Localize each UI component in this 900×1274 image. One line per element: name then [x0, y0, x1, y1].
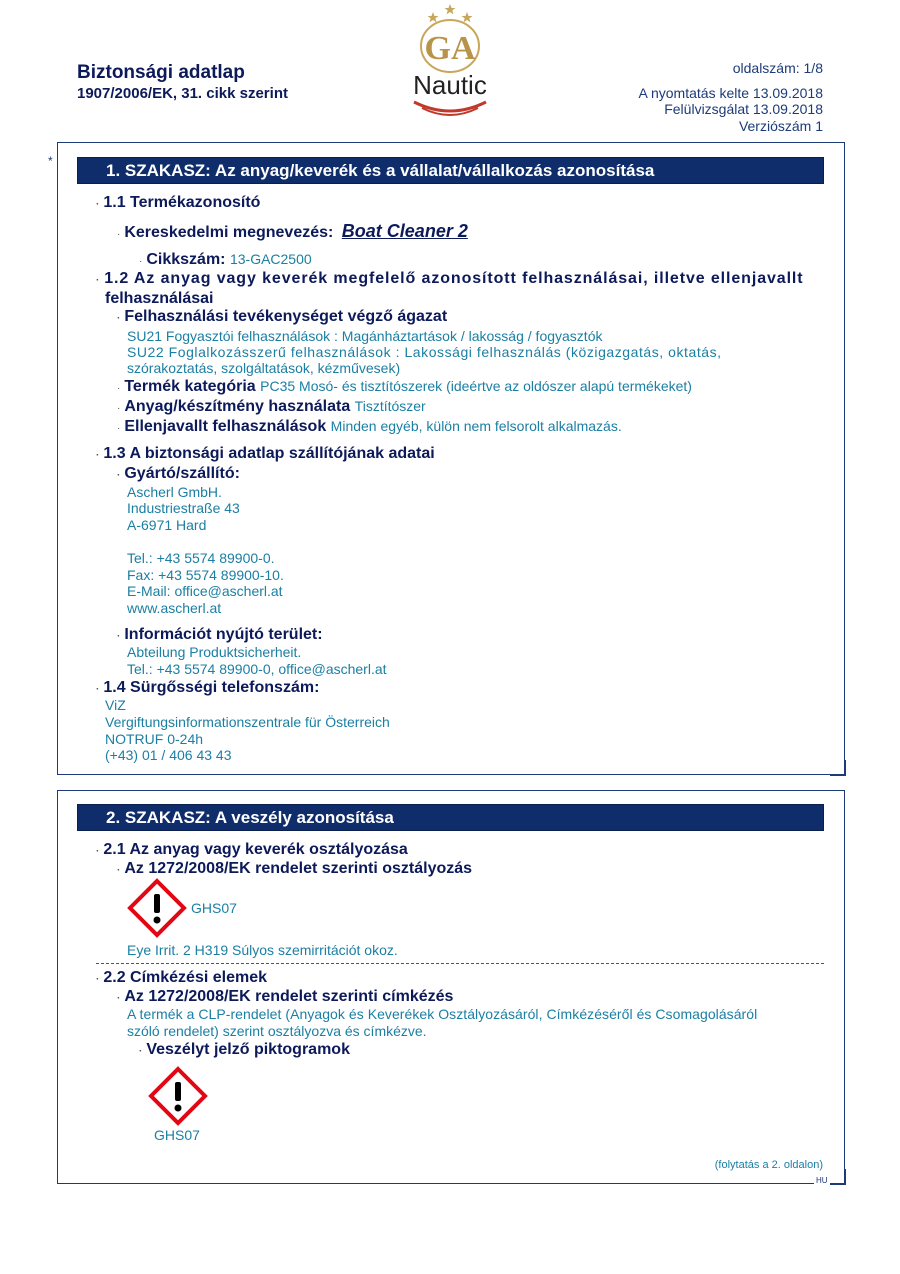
- supplier-name: Ascherl GmbH.: [127, 484, 222, 500]
- contraindicated-row: · Ellenjavallt felhasználások Minden egyéb, külön nem felsorolt alkalmazás.: [117, 418, 622, 435]
- continued-note: (folytatás a 2. oldalon): [714, 1159, 823, 1171]
- section-1-heading: 1. SZAKASZ: Az anyag/keverék és a vállalat/vállalkozás azonosítása: [77, 157, 824, 184]
- s1-3-heading: · 1.3 A biztonsági adatlap szállítójának adatai: [96, 445, 435, 462]
- supplier-email[interactable]: E-Mail: office@ascherl.at: [127, 583, 283, 599]
- emergency-line-1: ViZ: [105, 697, 126, 713]
- s2-1-heading: · 2.1 Az anyag vagy keverék osztályozása: [96, 841, 408, 858]
- svg-text:GA: GA: [424, 30, 476, 67]
- s1-2-heading: · 1.2 Az anyag vagy keverék megfelelő azonosított felhasználásai, illetve ellenjavallt: [96, 270, 804, 287]
- info-department: Abteilung Produktsicherheit.: [127, 644, 302, 660]
- emergency-line-3: NOTRUF 0-24h: [105, 731, 204, 747]
- svg-text:Nautic: Nautic: [413, 70, 487, 100]
- ghs07-label: GHS07: [191, 900, 237, 916]
- use-row: · Anyag/készítmény használata Tisztítószer: [117, 398, 426, 415]
- clp-text-cont: szóló rendelet) szerint osztályozva és címkézve.: [127, 1023, 427, 1039]
- document-title: Biztonsági adatlap: [77, 62, 245, 83]
- supplier-website[interactable]: www.ascherl.at: [127, 600, 222, 616]
- clp-text: A termék a CLP-rendelet (Anyagok és Keverékek Osztályozásáról, Címkézéséről és Csomagolásáról: [127, 1006, 758, 1022]
- language-code: HU: [816, 1176, 828, 1185]
- ghs07-icon: [148, 1066, 208, 1126]
- emergency-phone: (+43) 01 / 406 43 43: [105, 747, 232, 763]
- company-logo: [400, 2, 500, 118]
- su22-text: SU22 Foglalkozásszerű felhasználások : Lakossági felhasználás (közigazgatás, oktatás,: [127, 344, 722, 360]
- s1-4-heading: · 1.4 Sürgősségi telefonszám:: [96, 679, 320, 696]
- print-date: A nyomtatás kelte 13.09.2018: [638, 85, 823, 101]
- change-marker: *: [48, 154, 53, 168]
- article-row: · Cikkszám: 13-GAC2500: [139, 251, 312, 268]
- s1-2-heading-cont: felhasználásai: [105, 290, 214, 307]
- revision-date: Felülvizsgálat 13.09.2018: [664, 101, 823, 117]
- document-subtitle: 1907/2006/EK, 31. cikk szerint: [77, 85, 288, 102]
- page-number: oldalszám: 1/8: [732, 60, 823, 76]
- supplier-fax: Fax: +43 5574 89900-10.: [127, 567, 284, 583]
- info-contact: Tel.: +43 5574 89900-0, office@ascherl.at: [127, 661, 387, 677]
- trade-name: Boat Cleaner 2: [341, 221, 468, 241]
- emergency-line-2: Vergiftungsinformationszentrale für Österreich: [105, 714, 390, 730]
- pictogram-heading: · Veszélyt jelző piktogramok: [139, 1041, 350, 1058]
- info-heading: · Információt nyújtó terület:: [117, 626, 323, 643]
- ghs07-pictogram-label: GHS07: [154, 1127, 200, 1143]
- supplier-city: A-6971 Hard: [127, 517, 207, 533]
- s1-1-heading: · 1.1 Termékazonosító: [96, 194, 261, 211]
- su21-text: SU21 Fogyasztói felhasználások : Magánháztartások / lakosság / fogyasztók: [127, 328, 603, 344]
- classification-heading: · Az 1272/2008/EK rendelet szerinti osztályozás: [117, 860, 473, 877]
- section-divider: [96, 963, 824, 964]
- article-number: 13-GAC2500: [229, 251, 312, 267]
- supplier-street: Industriestraße 43: [127, 500, 240, 516]
- supplier-phone: Tel.: +43 5574 89900-0.: [127, 550, 275, 566]
- hazard-statement: Eye Irrit. 2 H319 Súlyos szemirritációt okoz.: [127, 942, 398, 958]
- su22-text-cont: szórakoztatás, szolgáltatások, kézművesek): [127, 360, 401, 376]
- trade-name-row: · Kereskedelmi megnevezés: Boat Cleaner 2: [117, 221, 468, 241]
- section-2-heading: 2. SZAKASZ: A veszély azonosítása: [77, 804, 824, 831]
- version-number: Verziószám 1: [738, 118, 823, 134]
- s2-2-heading: · 2.2 Címkézési elemek: [96, 969, 268, 986]
- sector-heading: · Felhasználási tevékenységet végző ágazat: [117, 308, 448, 325]
- supplier-heading: · Gyártó/szállító:: [117, 465, 240, 482]
- category-row: · Termék kategória PC35 Mosó- és tisztítószerek (ideértve az oldószer alapú termékeket): [117, 378, 692, 395]
- labelling-heading: · Az 1272/2008/EK rendelet szerinti címkézés: [117, 988, 454, 1005]
- ghs07-icon: [127, 878, 187, 938]
